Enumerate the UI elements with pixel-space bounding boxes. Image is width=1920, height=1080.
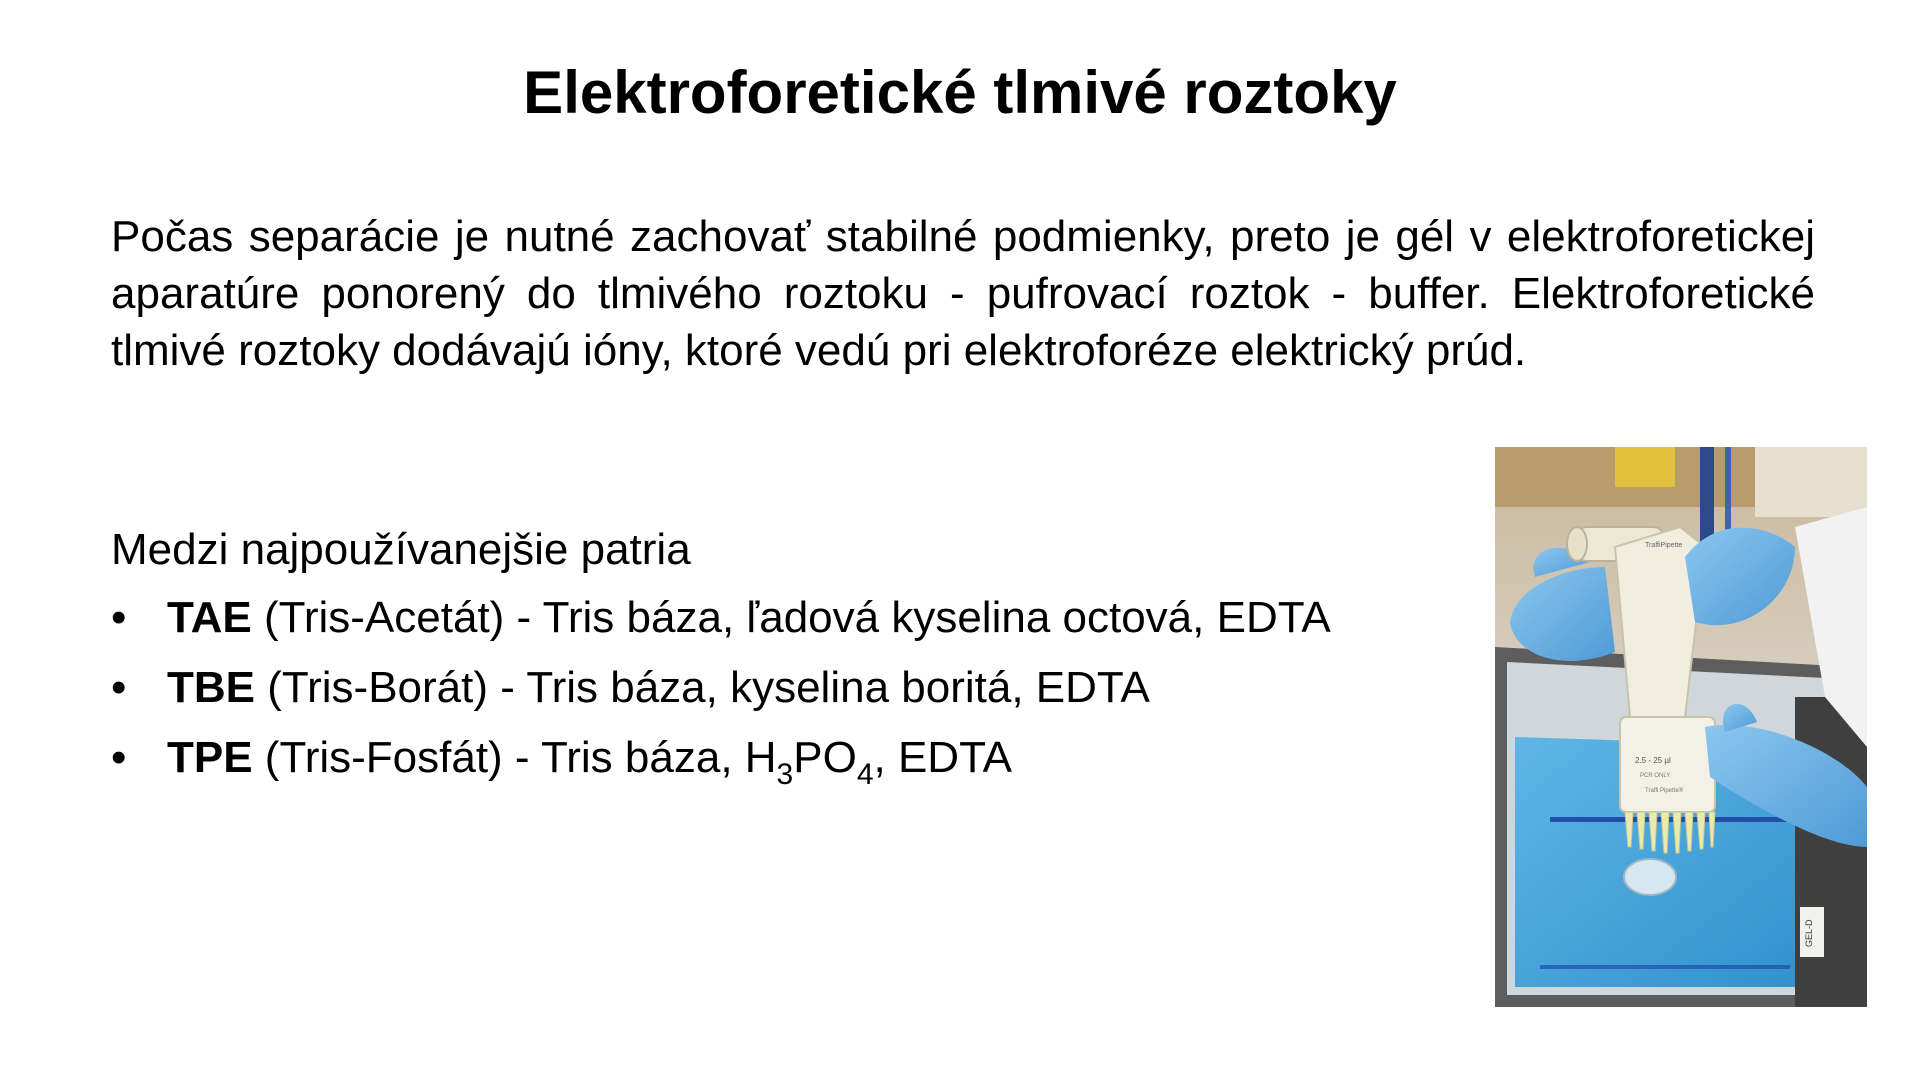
list-item-tpe	[111, 730, 1331, 791]
buffer-name: TAE	[167, 593, 252, 642]
buffer-description: (Tris-Borát) - Tris báza, kyselina boritá, EDTA	[255, 663, 1150, 712]
gel-loading-photo	[1495, 447, 1867, 1007]
buffer-description: (Tris-Acetát) - Tris báza, ľadová kyselina octová, EDTA	[251, 593, 1331, 642]
pipette-pcr-label: PCR ONLY	[1640, 773, 1671, 779]
subscript: 3	[776, 758, 794, 791]
buffer-name: TPE	[167, 733, 253, 782]
buffer-description: (Tris-Fosfát) - Tris báza, H	[252, 733, 777, 782]
buffer-description: PO	[793, 733, 857, 782]
list-intro: Medzi najpoužívanejšie patria	[111, 525, 691, 574]
buffer-list	[111, 590, 1331, 800]
list-item-tae	[111, 590, 1331, 646]
subscript: 4	[856, 758, 874, 791]
body-paragraph: Počas separácie je nutné zachovať stabilné podmienky, preto je gél v elektroforetickej aparatúre ponorený do tlmivého roztoku - pufrovací roztok - buffer. Elektroforetické tlmivé roztoky dodávajú ióny, ktoré vedú pri elektroforéze elektrický prúd.	[111, 212, 1815, 375]
list-item-tbe	[111, 660, 1331, 716]
bullet-icon: •	[111, 593, 127, 642]
pipette-model-label: Traffi Pipette®	[1645, 788, 1684, 794]
bullet-icon: •	[111, 733, 127, 782]
buffer-description: , EDTA	[873, 733, 1013, 782]
pipette-volume-label: 2.5 - 25 µl	[1635, 756, 1671, 765]
pipette-brand-label: TraffiPipette	[1645, 542, 1683, 549]
slide-title: Elektroforetické tlmivé roztoky	[523, 59, 1397, 126]
gel-label: GEL-D	[1804, 919, 1814, 947]
buffer-name: TBE	[167, 663, 255, 712]
bullet-icon: •	[111, 663, 127, 712]
